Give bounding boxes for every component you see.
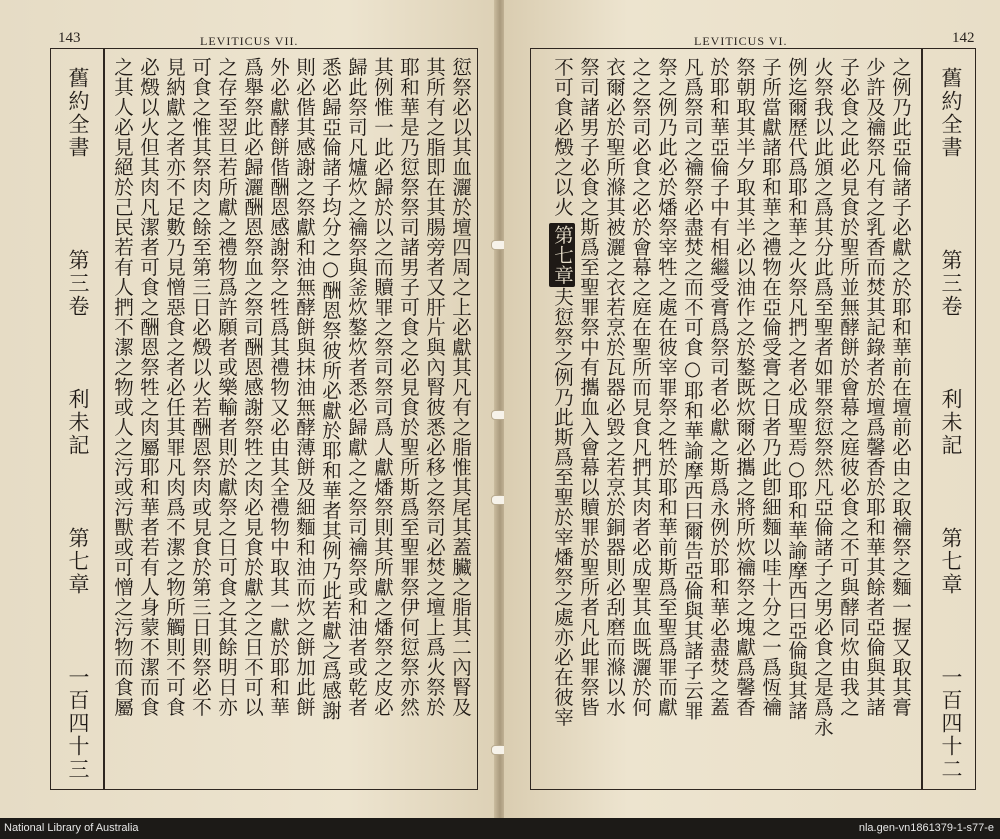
- text-column: 其所有之脂即在其腸旁者又肝片與內腎彼悉必移之祭司必焚之壇上爲火祭於: [423, 57, 446, 717]
- right-folio: 一百四十二: [939, 666, 963, 781]
- text-column: 祭之例乃此必於燔祭宰牲之處在彼宰罪祭之牲於耶和華前斯爲至聖爲罪而獻: [655, 57, 678, 717]
- text-column: 子所當獻諸耶和華之禮物在亞倫受膏之日者乃此卽細麵以哇十分之一爲恆禴: [759, 57, 782, 717]
- text-column: 之其人必見絕於己民若有人捫不潔之物或人之污或污獸或可憎之污物而食屬: [111, 57, 134, 717]
- left-chapter: 第七章: [66, 527, 90, 596]
- left-page: [0, 0, 496, 818]
- text-column: 之之祭司必食之必於會幕之庭在聖所而見食凡捫其肉者必成聖其血既灑於何: [629, 57, 652, 717]
- text-column: 凡爲祭司之禴祭必盡焚之而不可食○耶和華諭摩西曰爾告亞倫與其諸子云罪: [681, 57, 704, 721]
- text-column: 火祭我以此頒之爲其分此爲至聖者如罪祭愆祭然凡亞倫諸子之男必食之是爲永: [811, 57, 834, 737]
- text-column: 祭司諸男子必食之斯爲至聖罪祭中有攜血入會幕以贖罪於聖所者凡此罪祭皆: [577, 57, 600, 717]
- text-column: 必燬以火但其肉凡潔者可食之酬恩祭牲之肉屬耶和華者若有人身蒙不潔而食: [137, 57, 160, 717]
- text-column: 其例惟一此必歸於以之而贖罪之祭司祭司爲人獻燔祭則其所獻之燔祭之皮必: [371, 57, 394, 717]
- text-column: 少許及禴祭凡有之乳香而焚其記錄者於壇爲馨香於耶和華其餘者亞倫與其諸: [863, 57, 886, 717]
- text-column: 衣爾必於聖所滌其被灑之衣若烹於瓦器必毀之若烹於銅器則必刮磨而滌以水: [603, 57, 626, 717]
- chapter-opening-text: 夫愆祭之例乃此斯爲至聖於宰燔祭之處亦必在彼宰: [551, 287, 574, 727]
- right-running-head: LEVITICUS VI.: [694, 34, 788, 48]
- right-page: [504, 0, 1000, 818]
- text-column: 例迄爾歷代爲耶和華之火祭凡捫之者必成聖焉○耶和華諭摩西曰亞倫與其諸: [785, 57, 808, 721]
- text-column: 不可食必燬之以火第七章夫愆祭之例乃此斯爲至聖於宰燔祭之處亦必在彼宰: [551, 57, 574, 727]
- left-side-column: [63, 67, 93, 781]
- text-column: 祭朝取其半夕取其半必以油作之於鏊既炊爾必攜之將所炊禴祭之塊獻爲馨香: [733, 57, 756, 717]
- text-column: 爲舉祭此必歸灑酬恩祭血之祭司酬恩感謝祭牲之肉必見食於獻之之日不可以: [241, 57, 264, 717]
- left-running-head: LEVITICUS VII.: [200, 34, 299, 48]
- right-volume: 第三卷: [939, 249, 963, 318]
- text-column: 於耶和華亞倫子中有相繼受膏爲祭司者必獻之斯爲永例於耶和華必盡焚之蓋: [707, 57, 730, 717]
- text-column: 之存至翌旦若所獻之禮物爲許願者或樂輸者則於獻祭之日可食之其餘明日亦: [215, 57, 238, 717]
- left-book-title: 舊約全書: [66, 67, 90, 159]
- right-side-rule: [921, 49, 923, 789]
- left-text-frame: [50, 48, 478, 790]
- text-column: 之例乃此亞倫諸子必獻之於耶和華前在壇前必由之取禴祭之麵一握又取其膏: [889, 57, 912, 717]
- left-book-name: 利未記: [66, 388, 90, 457]
- footer-identifier: nla.gen-vn1861379-1-s77-e: [858, 822, 994, 834]
- text-column: 外必獻酵餅偕酬恩感謝祭之牲爲其禮物又必由其全禮物中取其一獻於耶和華: [267, 57, 290, 717]
- right-side-column: [936, 67, 966, 781]
- left-page-number: 143: [58, 30, 81, 46]
- text-column: 子必食之此必見食於聖所並無酵餅於會幕之庭彼必食之不可與酵同炊由我之: [837, 57, 860, 717]
- text-column: 可食之惟其祭肉之餘至第三日必燬以火若酬恩祭肉或見食於第三日則祭必不: [189, 57, 212, 717]
- right-book-name: 利未記: [939, 388, 963, 457]
- text-column: 歸此祭司凡爐炊之禴祭與釜炊鏊炊者悉必歸獻之之祭司禴祭或和油者或乾者: [345, 57, 368, 717]
- text-column: 見納獻之者亦不足數乃見憎惡食之者必任其罪凡肉爲不潔之物所觸則不可食: [163, 57, 186, 717]
- text-column: 則必偕其感謝之祭獻和油無酵餅與抹油無酵薄餅及細麵和油而炊之餅加此餅: [293, 57, 316, 717]
- right-page-number: 142: [952, 30, 975, 46]
- right-book-title: 舊約全書: [939, 67, 963, 159]
- text-column: 悉必歸亞倫諸子均分之○酬恩祭彼所必獻於耶和華者其例乃此若獻之爲感謝: [319, 57, 342, 721]
- right-chapter: 第七章: [939, 527, 963, 596]
- text-column: 愆祭必以其血灑於壇四周之上必獻其凡有之脂惟其尾其蓋臟之脂其二內腎及: [449, 57, 472, 717]
- left-volume: 第三卷: [66, 249, 90, 318]
- chapter-heading-mark: 第七章: [551, 225, 574, 285]
- text-column: 耶和華是乃愆祭祭司諸男子可食之必見食於聖所斯爲至聖罪祭伊何愆祭亦然: [397, 57, 420, 717]
- footer-library-credit: National Library of Australia: [4, 822, 139, 834]
- left-side-rule: [103, 49, 105, 789]
- left-folio: 一百四十三: [66, 666, 90, 781]
- right-text-frame: [530, 48, 976, 790]
